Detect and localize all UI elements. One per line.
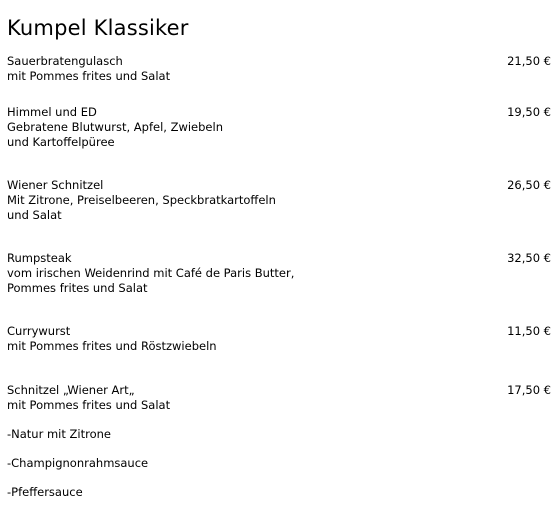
menu-item bbox=[7, 178, 551, 223]
menu-item bbox=[7, 251, 551, 296]
menu-item-description bbox=[7, 178, 427, 223]
menu-item-detail: Mit Zitrone, Preiselbeeren, Speckbratkartoffeln bbox=[7, 193, 276, 207]
menu-item-price: 21,50 € bbox=[507, 54, 551, 68]
menu-item-price: 26,50 € bbox=[507, 178, 551, 192]
menu-item-description bbox=[7, 324, 427, 354]
menu-item bbox=[7, 105, 551, 150]
menu-item-description bbox=[7, 251, 427, 296]
menu-item-detail: mit Pommes frites und Röstzwiebeln bbox=[7, 339, 217, 353]
menu-item-option: -Champignonrahmsauce bbox=[7, 456, 149, 470]
menu-item-description bbox=[7, 54, 427, 84]
menu-item-description bbox=[7, 383, 427, 413]
menu-item-name: Wiener Schnitzel bbox=[7, 178, 104, 192]
menu-item bbox=[7, 54, 551, 84]
menu-item-detail: vom irischen Weidenrind mit Café de Paris Butter, bbox=[7, 266, 295, 280]
menu-item-detail: mit Pommes frites und Salat bbox=[7, 69, 171, 83]
menu-item-price: 19,50 € bbox=[507, 105, 551, 119]
menu-item-detail: und Salat bbox=[7, 208, 62, 222]
menu-item-name: Rumpsteak bbox=[7, 251, 72, 265]
menu-item-name: Currywurst bbox=[7, 324, 71, 338]
menu-item-option: -Natur mit Zitrone bbox=[7, 427, 111, 441]
menu-section-title: Kumpel Klassiker bbox=[7, 16, 189, 40]
menu-item-detail: und Kartoffelpüree bbox=[7, 135, 115, 149]
menu-item-name: Schnitzel „Wiener Art„ bbox=[7, 383, 135, 397]
menu-item-price: 32,50 € bbox=[507, 251, 551, 265]
menu-item-price: 17,50 € bbox=[507, 383, 551, 397]
menu-item-option: -Pfeffersauce bbox=[7, 485, 83, 499]
menu-item-price: 11,50 € bbox=[507, 324, 551, 338]
menu-item-detail: mit Pommes frites und Salat bbox=[7, 398, 171, 412]
menu-item-description bbox=[7, 105, 427, 150]
menu-item-detail: Gebratene Blutwurst, Apfel, Zwiebeln bbox=[7, 120, 223, 134]
menu-item-detail: Pommes frites und Salat bbox=[7, 281, 148, 295]
menu-item bbox=[7, 324, 551, 354]
menu-item bbox=[7, 383, 551, 413]
menu-item-name: Sauerbratengulasch bbox=[7, 54, 123, 68]
menu-item-name: Himmel und ED bbox=[7, 105, 97, 119]
